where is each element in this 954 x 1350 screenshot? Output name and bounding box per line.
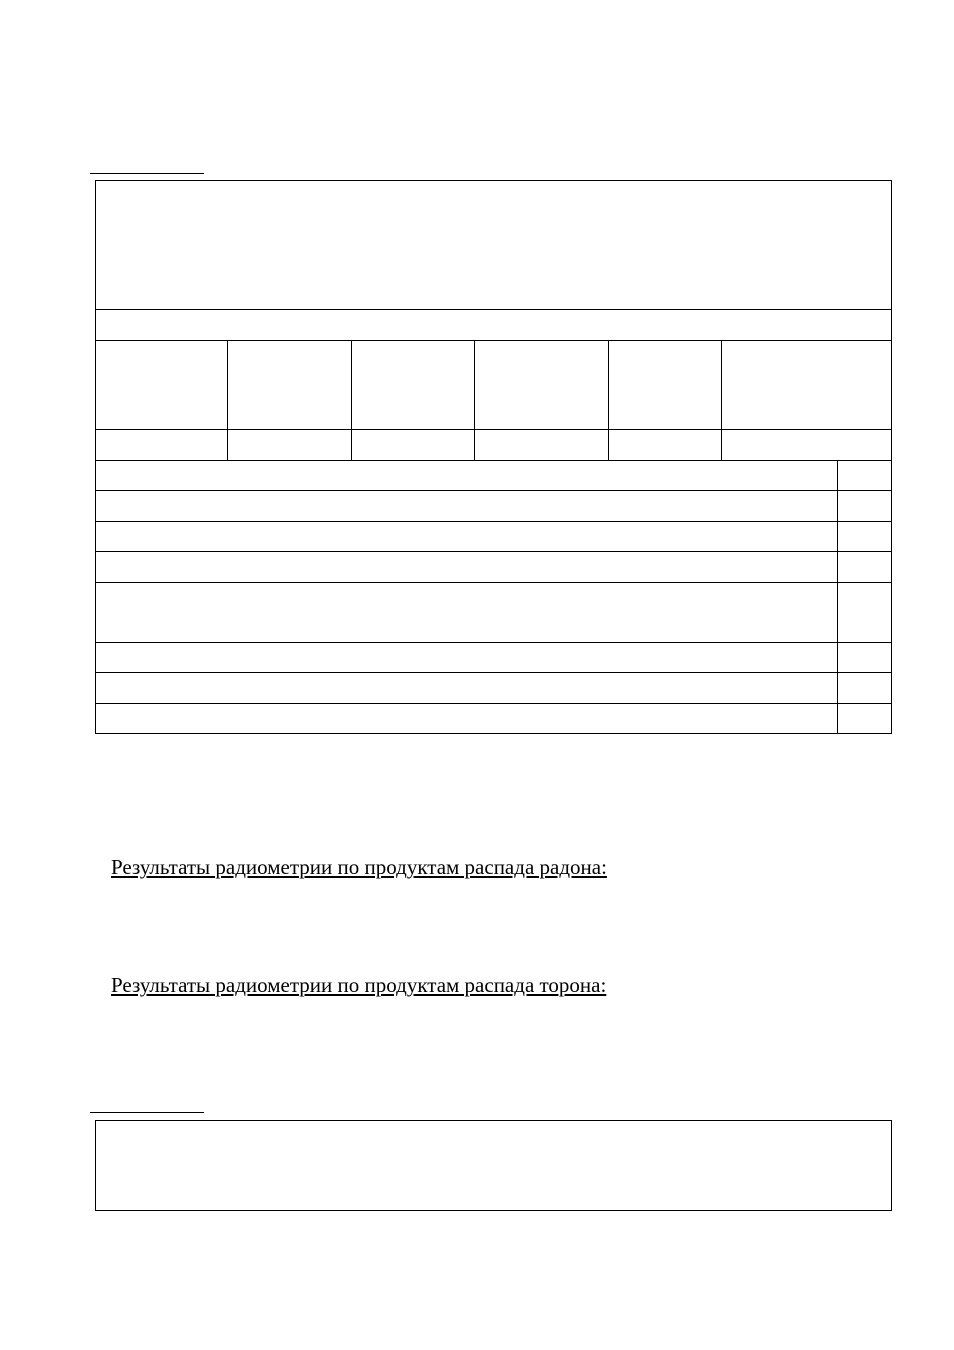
table-full-row	[95, 309, 892, 340]
table-row	[95, 521, 892, 522]
bottom-heading-underline	[90, 1112, 204, 1113]
narrow-column-divider	[837, 460, 838, 734]
table-row	[95, 582, 892, 583]
column-divider	[608, 340, 609, 460]
conclusion-box	[95, 1120, 892, 1211]
table-row	[95, 703, 892, 704]
table-row	[95, 490, 892, 491]
thoron-results-label: Результаты радиометрии по продуктам распада торона:	[111, 973, 607, 997]
column-divider	[474, 340, 475, 460]
table-divider	[95, 429, 892, 430]
column-divider	[351, 340, 352, 460]
table-row	[95, 672, 892, 673]
radon-results-label: Результаты радиометрии по продуктам распада радона:	[111, 855, 607, 879]
column-divider	[721, 340, 722, 460]
table-row	[95, 551, 892, 552]
form-table	[95, 180, 892, 734]
column-divider	[227, 340, 228, 460]
top-heading-underline	[90, 173, 204, 174]
table-header-cell	[95, 180, 892, 309]
table-divider	[95, 460, 892, 461]
table-row	[95, 642, 892, 643]
table-divider	[95, 340, 892, 341]
